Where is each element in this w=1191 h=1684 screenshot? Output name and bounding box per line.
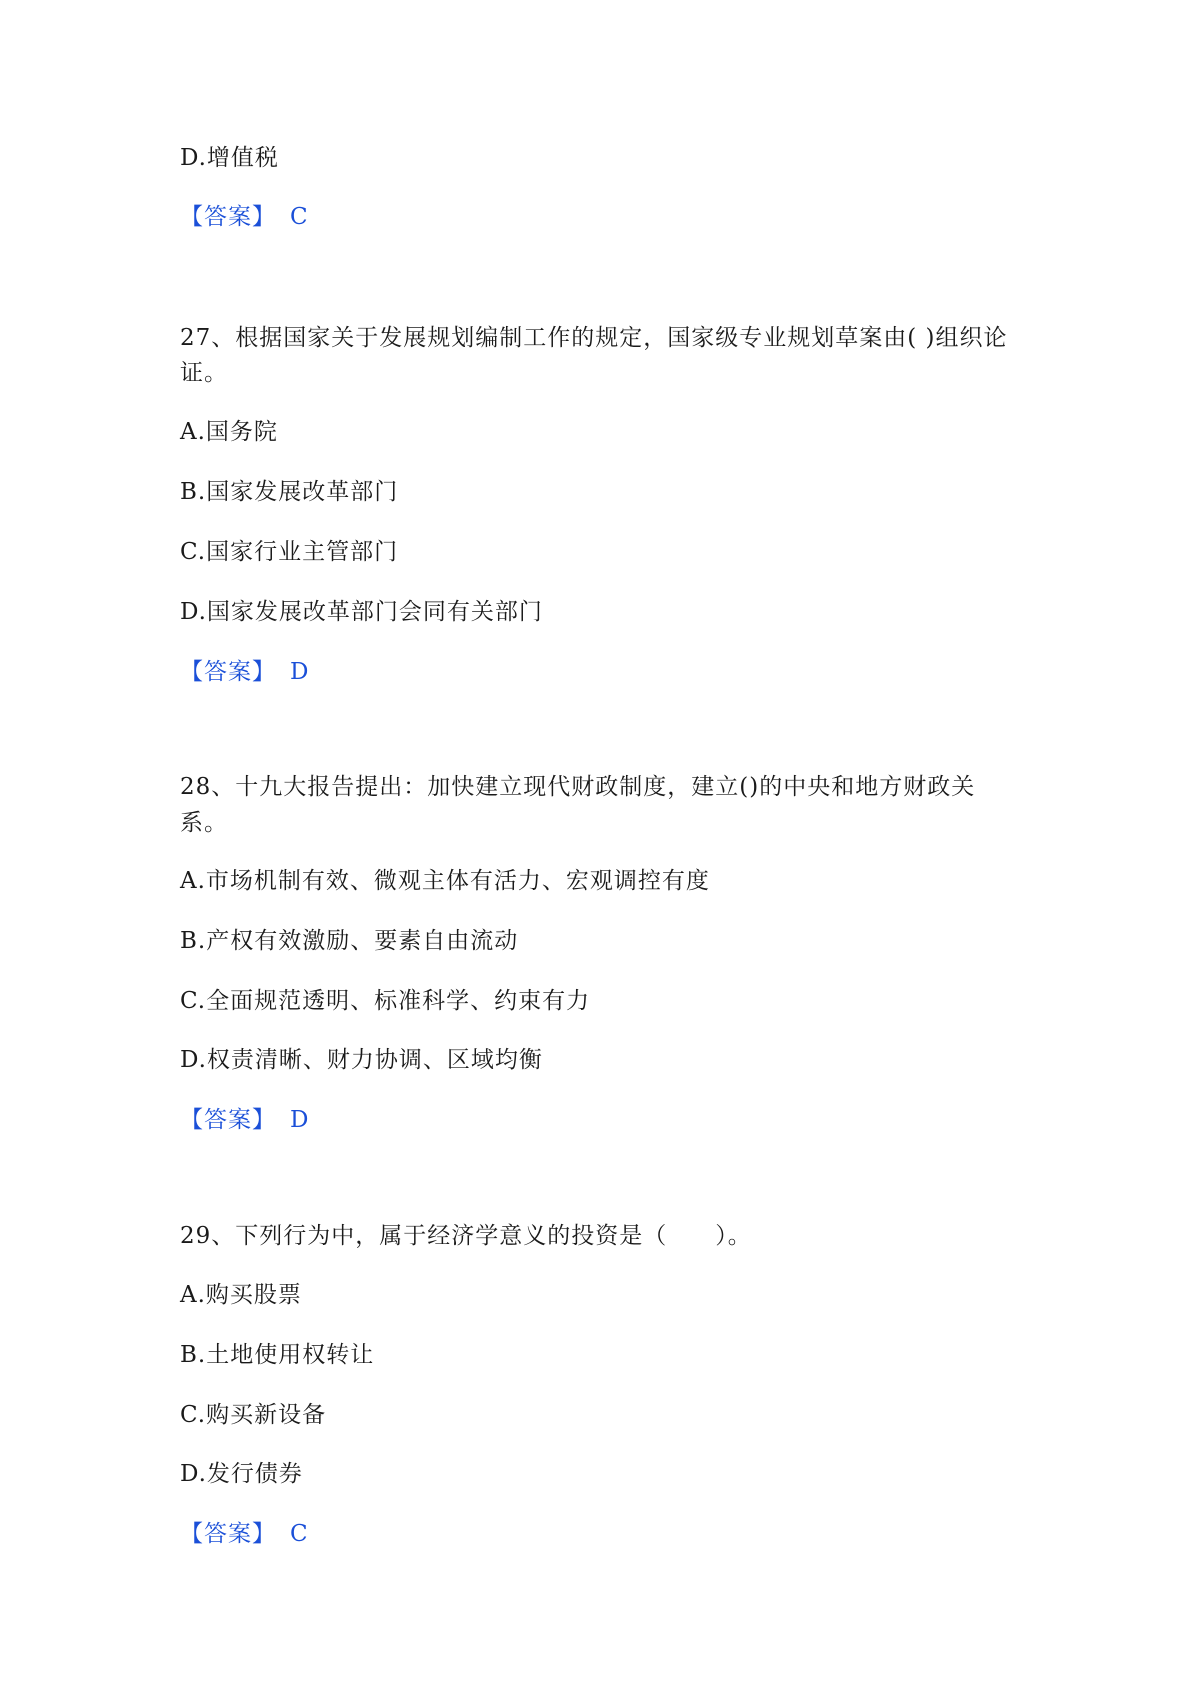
question-text: 28、十九大报告提出：加快建立现代财政制度，建立()的中央和地方财政关 — [180, 774, 976, 800]
answer-value: C — [290, 204, 309, 230]
option-d: D.国家发展改革部门会同有关部门 — [180, 599, 543, 625]
answer-line — [180, 1103, 309, 1137]
answer-label: 【答案】 — [180, 1107, 276, 1133]
option-a: A.国务院 — [180, 419, 278, 445]
answer-value: D — [290, 1107, 310, 1133]
answer-label: 【答案】 — [180, 659, 276, 685]
question-text-continued: 系。 — [180, 810, 228, 836]
option-c: C.国家行业主管部门 — [180, 539, 399, 565]
answer-label: 【答案】 — [180, 204, 276, 230]
answer-value: C — [290, 1521, 309, 1547]
answer-line — [180, 200, 309, 234]
option-b: B.国家发展改革部门 — [180, 479, 399, 505]
answer-line — [180, 1517, 309, 1551]
option-a: A.购买股票 — [180, 1282, 302, 1308]
option-d: D.发行债券 — [180, 1461, 303, 1487]
option-c: C.全面规范透明、标准科学、约束有力 — [180, 988, 591, 1014]
option-b: B.土地使用权转让 — [180, 1342, 375, 1368]
option-b: B.产权有效激励、要素自由流动 — [180, 928, 519, 954]
option-a: A.市场机制有效、微观主体有活力、宏观调控有度 — [180, 868, 710, 894]
question-text-continued: 证。 — [180, 360, 228, 386]
question-text: 27、根据国家关于发展规划编制工作的规定，国家级专业规划草案由( )组织论 — [180, 325, 1008, 351]
option-d: D.增值税 — [180, 145, 279, 171]
answer-value: D — [290, 659, 310, 685]
answer-label: 【答案】 — [180, 1521, 276, 1547]
option-d: D.权责清晰、财力协调、区域均衡 — [180, 1047, 543, 1073]
question-text: 29、下列行为中，属于经济学意义的投资是（ ）。 — [180, 1223, 752, 1249]
answer-line — [180, 655, 309, 689]
option-c: C.购买新设备 — [180, 1402, 327, 1428]
